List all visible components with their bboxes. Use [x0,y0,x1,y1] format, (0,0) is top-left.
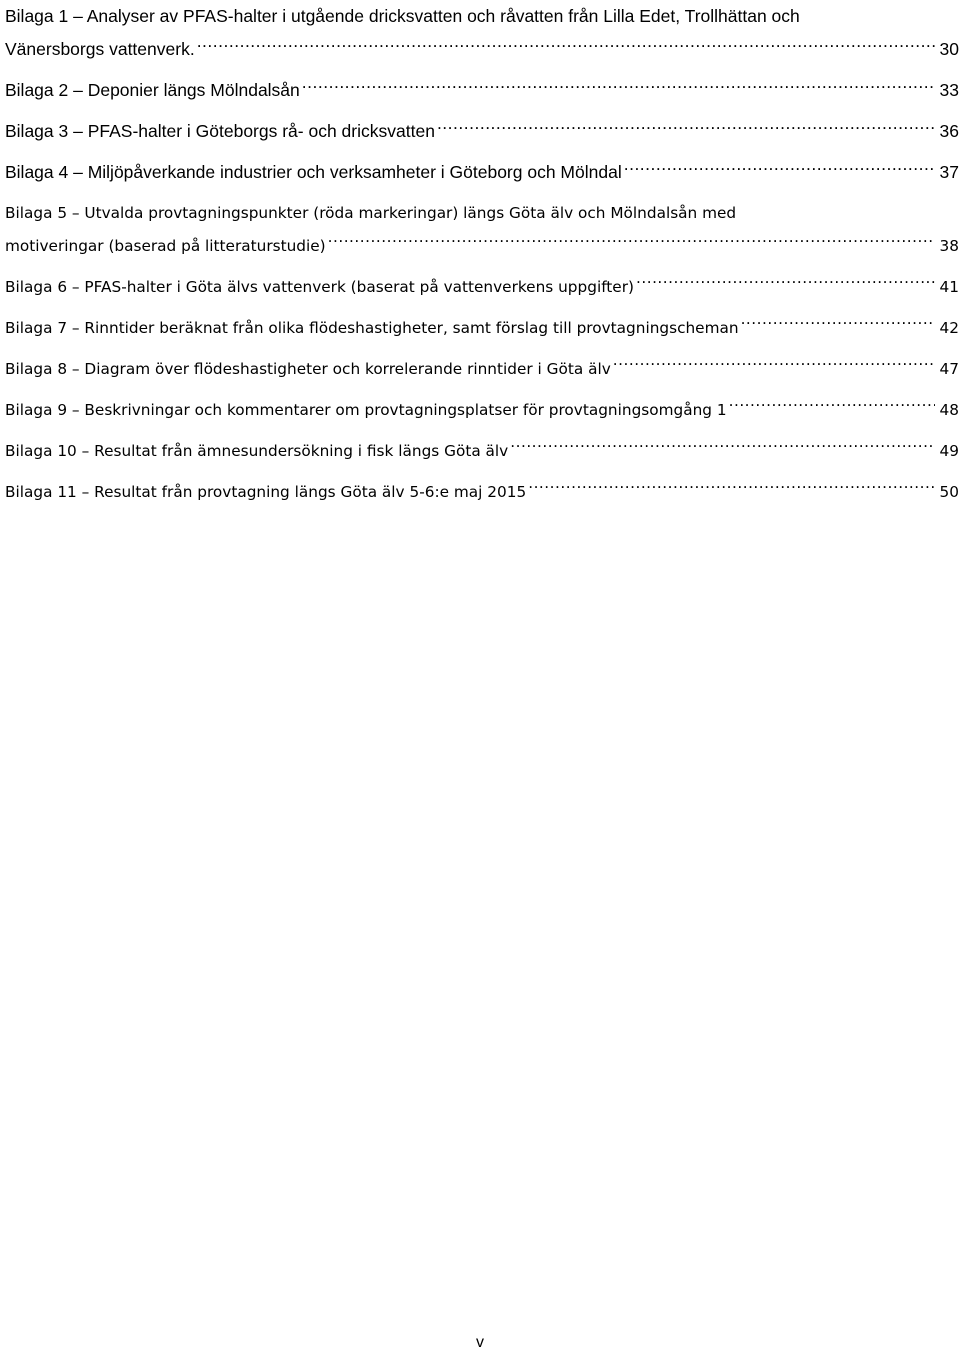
toc-entry-page-number: 47 [939,360,959,378]
toc-entry-label: Bilaga 8 – Diagram över flödeshastigheter och korrelerande rinntider i Göta älv [5,360,611,378]
toc-entry-label: Bilaga 7 – Rinntider beräknat från olika flödeshastigheter, samt förslag till provtagningscheman [5,319,739,337]
toc-entry-bilaga-10[interactable] [5,435,959,468]
toc-entry-bilaga-6[interactable] [5,271,959,304]
dot-leader [741,318,935,333]
toc-entry-page-number: 41 [939,278,959,296]
toc-entry-bilaga-11[interactable] [5,476,959,509]
toc-entry-label: Bilaga 2 – Deponier längs Mölndalsån [5,80,300,100]
toc-entry-page-number: 30 [939,39,959,59]
toc-entry-page-number: 33 [939,80,959,100]
toc-entry-bilaga-3[interactable] [5,115,959,148]
toc-entry-page-number: 50 [939,483,959,501]
toc-entry-bilaga-2[interactable] [5,74,959,107]
dot-leader [636,277,935,292]
toc-entry-page-number: 37 [939,162,959,182]
dot-leader [510,441,934,456]
toc-entry-label: Vänersborgs vattenverk. [5,39,195,59]
dot-leader [528,482,934,497]
dot-leader [437,120,935,138]
toc-entry-bilaga-9[interactable] [5,394,959,427]
toc-entry-label: Bilaga 9 – Beskrivningar och kommentarer om provtagningsplatser för provtagningsomgång 1 [5,401,727,419]
toc-entry-page-number: 36 [939,121,959,141]
toc-entry-bilaga-1[interactable] [5,0,959,66]
toc-entry-label: Bilaga 4 – Miljöpåverkande industrier och verksamheter i Göteborg och Mölndal [5,162,622,182]
toc-entry-label: Bilaga 6 – PFAS-halter i Göta älvs vattenverk (baserat på vattenverkens uppgifter) [5,278,634,296]
toc-entry-page-number: 49 [939,442,959,460]
page-number: v [476,1334,484,1351]
dot-leader [197,38,935,56]
dot-leader [302,79,935,97]
dot-leader [328,236,935,251]
dot-leader [729,400,935,415]
toc-entry-label: motiveringar (baserad på litteraturstudie) [5,237,326,255]
toc-entry-bilaga-5[interactable] [5,197,959,263]
toc-entry-page-number: 48 [939,401,959,419]
dot-leader [613,359,935,374]
toc-entry-bilaga-8[interactable] [5,353,959,386]
toc-entry-bilaga-4[interactable] [5,156,959,189]
toc-entry-page-number: 38 [939,237,959,255]
toc-entry-title-line: Bilaga 5 – Utvalda provtagningspunkter (röda markeringar) längs Göta älv och Mölndalsån med [5,204,737,222]
toc-entry-page-number: 42 [939,319,959,337]
dot-leader [624,161,935,179]
toc-entry-label: Bilaga 3 – PFAS-halter i Göteborgs rå- och dricksvatten [5,121,435,141]
table-of-contents [5,0,959,509]
toc-entry-label: Bilaga 10 – Resultat från ämnesundersökning i fisk längs Göta älv [5,442,509,460]
toc-entry-label: Bilaga 11 – Resultat från provtagning längs Göta älv 5-6:e maj 2015 [5,483,527,501]
toc-entry-bilaga-7[interactable] [5,312,959,345]
toc-entry-title-line: Bilaga 1 – Analyser av PFAS-halter i utgående dricksvatten och råvatten från Lilla Edet, Trollhättan och [5,6,800,26]
